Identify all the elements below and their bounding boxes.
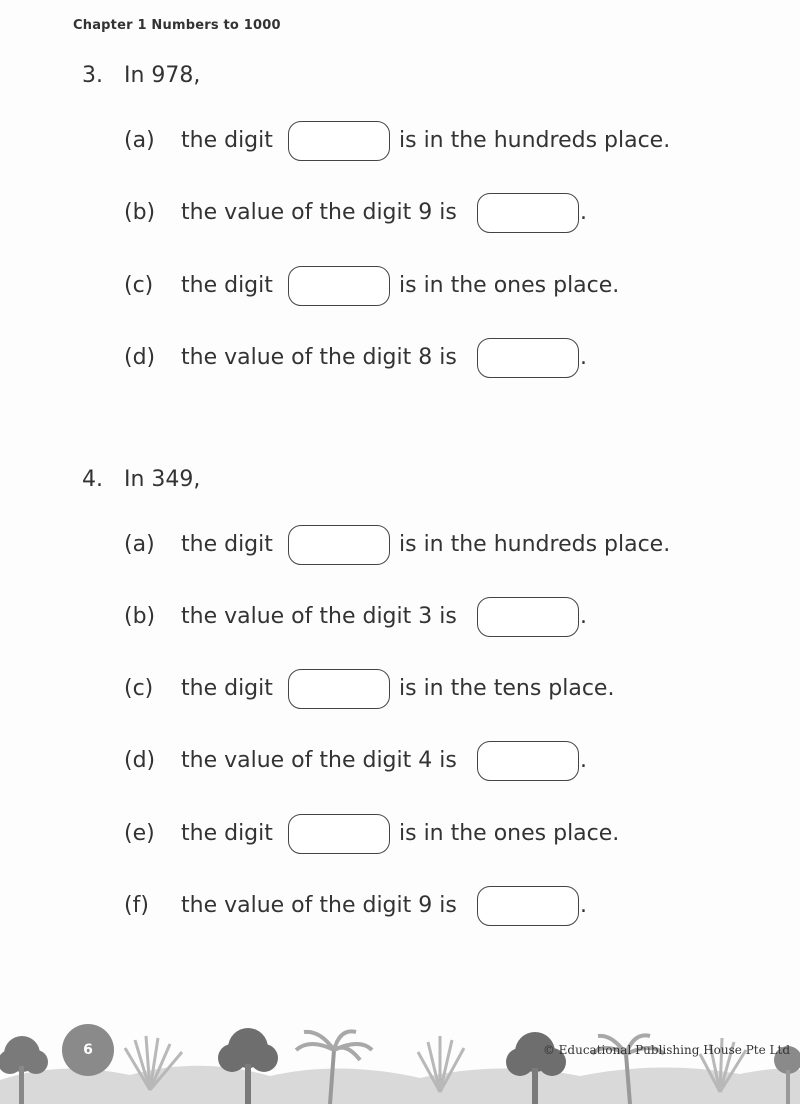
part-label: (d) <box>124 345 156 370</box>
part-label: (b) <box>124 200 156 225</box>
part-text-after: is in the hundreds place. <box>399 128 671 153</box>
part-text-before: the value of the digit 8 is <box>181 345 457 370</box>
answer-box[interactable] <box>477 338 579 378</box>
part-text-after: . <box>580 345 587 370</box>
part-text-after: . <box>580 748 587 773</box>
part-label: (d) <box>124 748 156 773</box>
trees-illustration <box>0 1020 800 1104</box>
part-label: (b) <box>124 604 156 629</box>
answer-box[interactable] <box>288 266 390 306</box>
answer-box[interactable] <box>288 525 390 565</box>
question-3-part-d <box>0 338 800 380</box>
part-text-after: . <box>580 604 587 629</box>
hills <box>0 1066 800 1104</box>
question-number: 4. <box>82 467 103 492</box>
answer-box[interactable] <box>477 886 579 926</box>
part-label: (c) <box>124 273 154 298</box>
question-number: 3. <box>82 63 103 88</box>
part-label: (a) <box>124 128 155 153</box>
question-4-part-f <box>0 886 800 928</box>
chapter-header: Chapter 1 Numbers to 1000 <box>73 18 281 33</box>
part-label: (f) <box>124 893 149 918</box>
part-text-before: the digit <box>181 128 273 153</box>
part-text-before: the digit <box>181 532 273 557</box>
part-text-after: is in the ones place. <box>399 821 620 846</box>
answer-box[interactable] <box>477 193 579 233</box>
answer-box[interactable] <box>477 741 579 781</box>
part-text-before: the value of the digit 3 is <box>181 604 457 629</box>
question-4-part-c <box>0 669 800 711</box>
copyright-text: © Educational Publishing House Pte Ltd <box>542 1043 790 1057</box>
part-text-before: the value of the digit 4 is <box>181 748 457 773</box>
question-4-title <box>0 467 800 497</box>
part-label: (a) <box>124 532 155 557</box>
part-label: (c) <box>124 676 154 701</box>
part-text-before: the digit <box>181 821 273 846</box>
footer-decoration <box>0 1020 800 1104</box>
question-4-part-d <box>0 741 800 783</box>
part-text-after: . <box>580 893 587 918</box>
question-3-part-a <box>0 121 800 163</box>
question-text: In 349, <box>124 467 201 492</box>
answer-box[interactable] <box>288 669 390 709</box>
page-number-badge: 6 <box>62 1024 114 1076</box>
part-text-before: the digit <box>181 676 273 701</box>
question-4-part-e <box>0 814 800 856</box>
part-text-before: the value of the digit 9 is <box>181 200 457 225</box>
question-text: In 978, <box>124 63 201 88</box>
part-label: (e) <box>124 821 155 846</box>
question-3-title <box>0 63 800 93</box>
answer-box[interactable] <box>288 121 390 161</box>
answer-box[interactable] <box>288 814 390 854</box>
question-4-part-b <box>0 597 800 639</box>
question-3-part-b <box>0 193 800 235</box>
part-text-after: is in the tens place. <box>399 676 615 701</box>
part-text-before: the value of the digit 9 is <box>181 893 457 918</box>
part-text-after: is in the ones place. <box>399 273 620 298</box>
part-text-after: . <box>580 200 587 225</box>
part-text-after: is in the hundreds place. <box>399 532 671 557</box>
part-text-before: the digit <box>181 273 273 298</box>
question-3-part-c <box>0 266 800 308</box>
answer-box[interactable] <box>477 597 579 637</box>
question-4-part-a <box>0 525 800 567</box>
